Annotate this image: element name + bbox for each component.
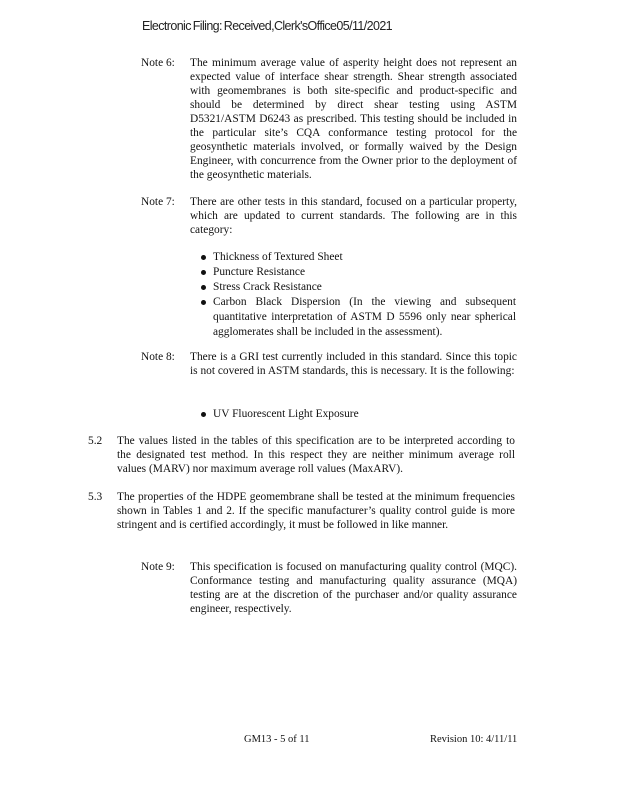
list-item (201, 407, 516, 422)
footer-page-number: GM13 - 5 of 11 (244, 734, 310, 745)
note-6-text: The minimum average value of asperity height does not represent an expected value of interface shear strength. Shear strength associated with geomembranes is both site-specific and product-specific and should be determined by direct shear testing using ASTM D5321/ASTM D6243 as prescribed. This testing should be included in the particular site’s CQA conformance testing protocol for the geosynthetic materials involved, or formally waived by the Design Engineer, with concurrence from the Owner prior to the deployment of the geosynthetic materials. (190, 57, 517, 181)
bullet-icon (201, 255, 206, 260)
note-6 (141, 56, 521, 184)
note-6-label: Note 6: (141, 57, 175, 69)
list-item-text: Stress Crack Resistance (213, 281, 322, 293)
note-7-list (201, 250, 516, 340)
note-8-text: There is a GRI test currently included in this standard. Since this topic is not covered in ASTM standards, this is necessary. It is the following: (190, 351, 517, 377)
list-item-text: Thickness of Textured Sheet (213, 251, 343, 263)
footer-revision: Revision 10: 4/11/11 (430, 734, 518, 745)
note-7-label: Note 7: (141, 196, 175, 208)
note-8-list (201, 407, 516, 422)
section-5-2-number: 5.2 (88, 435, 103, 447)
section-5-2 (88, 434, 518, 478)
list-item-text: Puncture Resistance (213, 266, 306, 278)
list-item-text: Carbon Black Dispersion (In the viewing and subsequent quantitative interpretation of ASTM D 5596 only near spherical agglomerates shall be included in the assessment). (213, 296, 516, 338)
bullet-icon (201, 285, 206, 290)
list-item (201, 250, 516, 265)
note-7 (141, 195, 521, 239)
note-7-text: There are other tests in this standard, focused on a particular property, which are updated to current standards. The following are in this category: (190, 196, 517, 236)
note-9-label: Note 9: (141, 561, 175, 573)
section-5-3-number: 5.3 (88, 491, 103, 503)
section-5-2-text: The values listed in the tables of this specification are to be interpreted according to the designated test method. In this respect they are neither minimum average roll values (MARV) nor maximum average roll values (MaxARV). (117, 435, 515, 475)
filing-stamp: Electronic Filing: Received,Clerk'sOffice05/11/2021 (142, 19, 393, 33)
section-5-3-text: The properties of the HDPE geomembrane shall be tested at the minimum frequencies shown in Tables 1 and 2. If the specific manufacturer’s quality control guide is more stringent and is certified accordingly, it must be followed in like manner. (117, 491, 515, 531)
list-item (201, 295, 516, 340)
bullet-icon (201, 270, 206, 275)
note-9-text: This specification is focused on manufacturing quality control (MQC). Conformance testing and manufacturing quality assurance (MQA) testing are at the discretion of the purchaser and/or quality assurance engineer, respectively. (190, 561, 517, 615)
note-8-label: Note 8: (141, 351, 175, 363)
bullet-icon (201, 300, 206, 305)
note-8 (141, 350, 521, 394)
bullet-icon (201, 412, 206, 417)
section-5-3 (88, 490, 518, 548)
list-item (201, 280, 516, 295)
list-item-text: UV Fluorescent Light Exposure (213, 408, 359, 420)
list-item (201, 265, 516, 280)
note-9 (141, 560, 521, 618)
